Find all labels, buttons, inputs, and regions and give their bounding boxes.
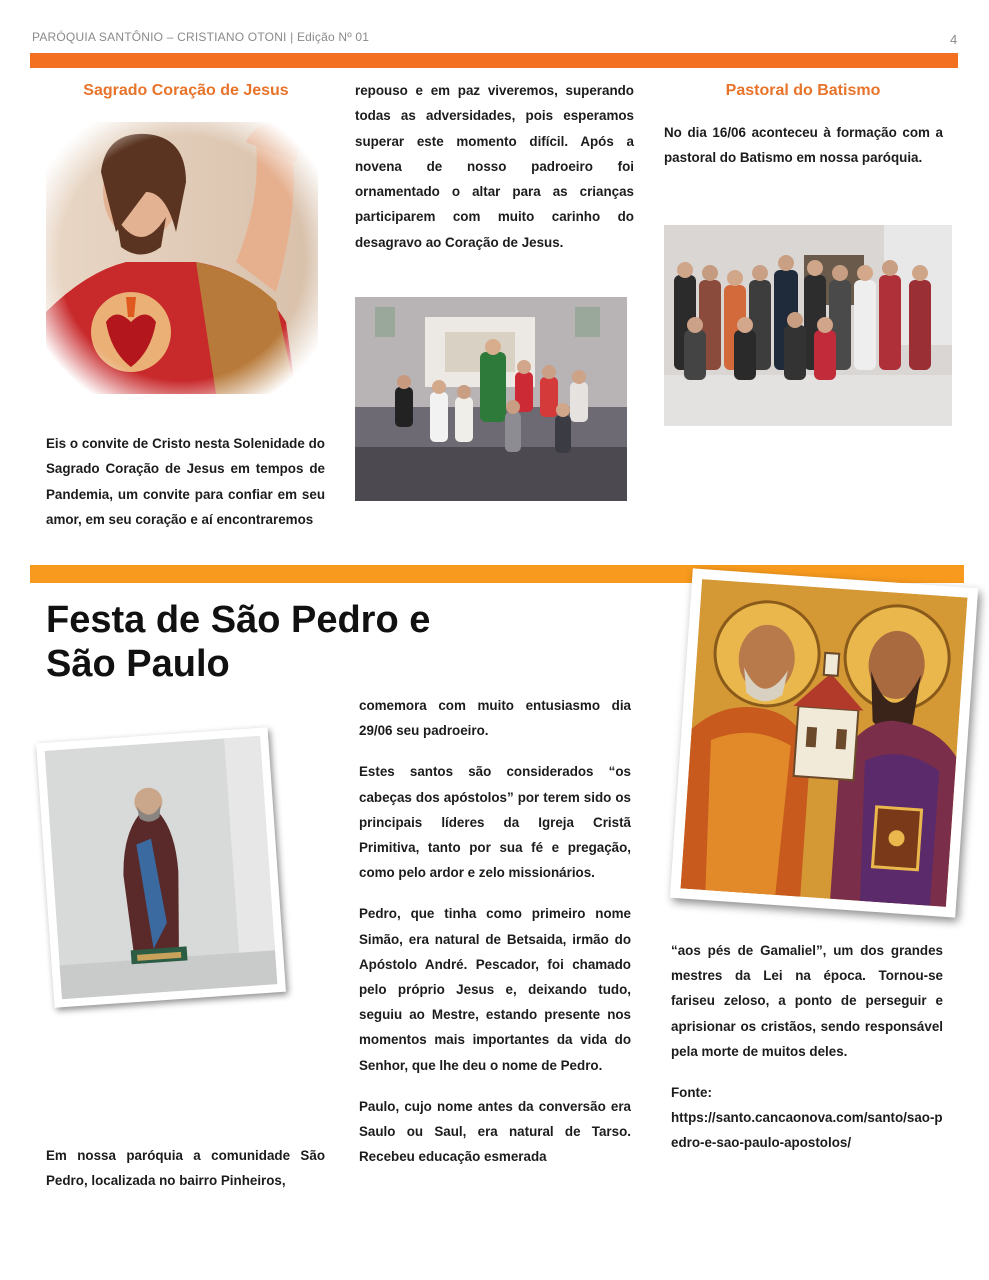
running-header: PARÓQUIA SANTÔNIO – CRISTIANO OTONI | Edição Nº 01 [32, 30, 370, 44]
saint-peter-statue-photo [36, 727, 286, 1008]
top-orange-bar [30, 53, 958, 68]
children-altar-illustration [355, 297, 627, 501]
pedro-lead: Pedro, [359, 906, 401, 922]
paulo-text: cujo nome antes da conversão era Saulo ou Saul, era natural de Tarso. Recebeu educação esmerada [359, 1098, 631, 1165]
middle-paragraph-2: Estes santos são considerados “os cabeças dos apóstolos” por terem sido os principais líderes da Igreja Cristã Primitiva, tanto por sua fé e pregação, como pelo ardor e zelo missionários. [359, 764, 631, 881]
page-number: 4 [950, 32, 958, 47]
baptism-group-illustration [664, 225, 952, 426]
middle-paragraph-1: comemora com muito entusiasmo dia 29/06 seu padroeiro. [359, 698, 631, 739]
children-altar-photo [355, 297, 627, 501]
feature-left-paragraph: Em nossa paróquia a comunidade São Pedro, localizada no bairro Pinheiros, [46, 1148, 325, 1189]
sacred-heart-statue-illustration [46, 122, 318, 394]
saints-icon-photo [670, 568, 978, 917]
middle-paragraph-3 [359, 901, 631, 1077]
baptism-paragraph: No dia 16/06 aconteceu à formação com a pastoral do Batismo em nossa paróquia. [664, 125, 943, 166]
baptism-group-photo [664, 225, 952, 426]
source-label: Fonte: [671, 1085, 712, 1101]
feature-title-line1: Festa de São Pedro e [46, 599, 431, 641]
feature-title [46, 598, 430, 686]
right-paragraph-1: “aos pés de Gamaliel”, um dos grandes mestres da Lei na época. Tornou-se fariseu zeloso, a ponto de perseguir e aprisionar os cristãos, sendo responsável pela morte de muitos deles. [671, 943, 943, 1059]
novena-paragraph: repouso e em paz viveremos, superando todas as adversidades, pois esperamos superar este momento difícil. Após a novena de nosso padroeiro foi ornamentado o altar para as crianças participarem com muito carinho do desagravo ao Coração de Jesus. [355, 83, 634, 250]
saints-peter-paul-icon-illustration [681, 579, 968, 907]
feature-middle-column [359, 693, 631, 1169]
feature-right-column [671, 938, 943, 1156]
source-url[interactable]: https://santo.cancaonova.com/santo/sao-pedro-e-sao-paulo-apostolos/ [671, 1110, 943, 1151]
feature-title-line2: São Paulo [46, 643, 230, 685]
paulo-lead: Paulo, [359, 1098, 400, 1114]
baptism-title: Pastoral do Batismo [725, 82, 881, 99]
sacred-heart-statue-image [46, 122, 318, 394]
sacred-heart-paragraph: Eis o convite de Cristo nesta Solenidade do Sagrado Coração de Jesus em tempos de Pandemia, um convite para confiar em seu amor, em seu coração e aí encontraremos [46, 436, 325, 527]
middle-paragraph-4 [359, 1094, 631, 1170]
pedro-text: que tinha como primeiro nome Simão, era natural de Betsaida, irmão do Apóstolo André. Pescador, foi chamado pelo próprio Jesus e, deixando tudo, seguiu ao Mestre, estando presente nos momentos mais importantes da vida do Senhor, que lhe deu o nome de Pedro. [359, 906, 631, 1073]
saint-peter-statue-illustration [45, 736, 278, 999]
sacred-heart-title: Sagrado Coração de Jesus [83, 82, 289, 99]
